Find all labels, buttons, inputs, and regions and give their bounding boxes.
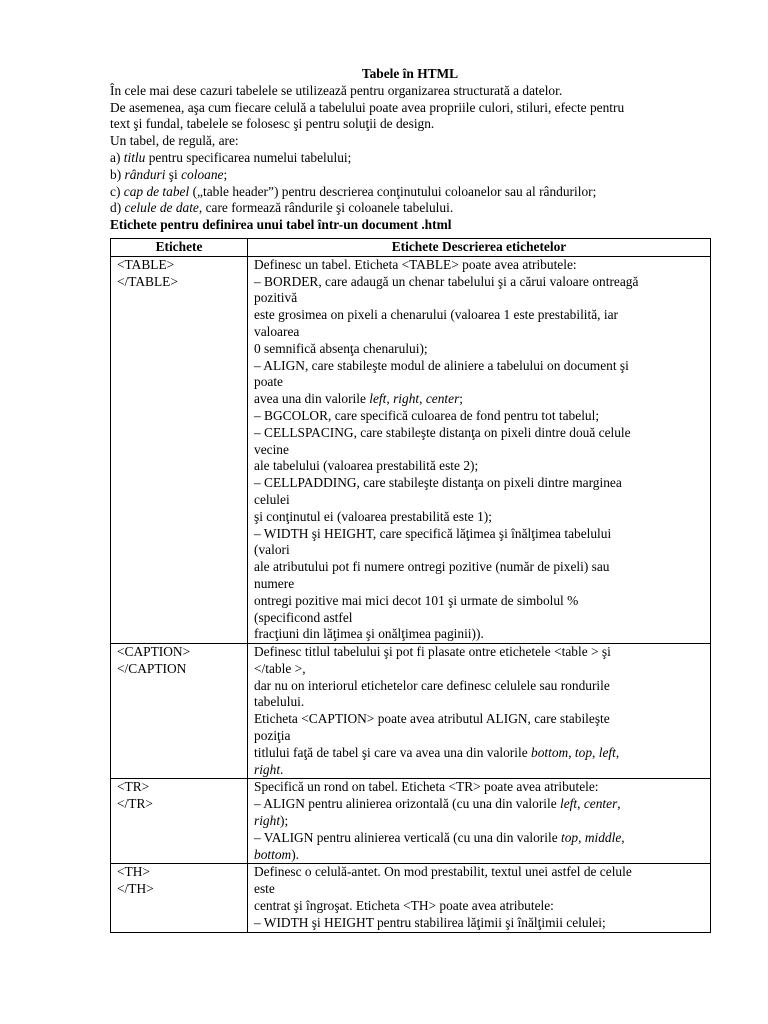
description-line: ale tabelului (valoarea prestabilită este 2); bbox=[254, 458, 479, 474]
document-page bbox=[110, 66, 710, 933]
description-line: ontregi pozitive mai mici decot 101 şi urmate de simbolul % bbox=[254, 592, 579, 608]
tag-cell bbox=[111, 864, 248, 932]
description-line: celulei bbox=[254, 491, 290, 507]
description-line: – ALIGN, care stabileşte modul de aliniere a tabelului on document şi bbox=[254, 357, 629, 373]
intro-block bbox=[110, 83, 710, 150]
description-cell bbox=[248, 644, 711, 779]
intro-line: De asemenea, aşa cum fiecare celulă a tabelului poate avea propriile culori, stiluri, efecte pentru bbox=[110, 99, 625, 115]
description-cell bbox=[248, 256, 711, 643]
table-subheading: Etichete pentru definirea unui tabel într-un document .html bbox=[110, 217, 452, 233]
description-line: (valori bbox=[254, 542, 290, 558]
description-line: poziţia bbox=[254, 728, 291, 744]
description-line: fracţiuni din lăţimea şi onălţimea paginii)). bbox=[254, 626, 484, 642]
description-line: right); bbox=[254, 813, 289, 829]
description-line: este grosimea on pixeli a chenarului (valoarea 1 este prestabilită, iar bbox=[254, 307, 618, 323]
description-line: numere bbox=[254, 575, 295, 591]
description-line: – CELLPADDING, care stabileşte distanţa on pixeli dintre marginea bbox=[254, 475, 622, 491]
description-line: valoarea bbox=[254, 323, 300, 339]
description-cell bbox=[248, 779, 711, 864]
table-body bbox=[111, 256, 711, 932]
tag-cell bbox=[111, 644, 248, 779]
tag-name: </TR> bbox=[117, 796, 153, 812]
document-title: Tabele în HTML bbox=[361, 66, 459, 81]
tag-name: </TH> bbox=[117, 881, 154, 897]
tag-name: <TR> bbox=[117, 779, 150, 795]
list-item-b: b) rânduri şi coloane; bbox=[110, 166, 228, 182]
description-line: avea una din valorile left, right, center; bbox=[254, 391, 464, 407]
tag-name: <CAPTION> bbox=[117, 644, 191, 660]
description-line: ale atributului pot fi numere ontregi pozitive (număr de pixeli) sau bbox=[254, 559, 610, 575]
description-line: Eticheta <CAPTION> poate avea atributul ALIGN, care stabileşte bbox=[254, 711, 610, 727]
description-line: centrat şi îngroşat. Eticheta <TH> poate avea atributele: bbox=[254, 898, 554, 914]
description-line: Definesc un tabel. Eticheta <TABLE> poate avea atributele: bbox=[254, 256, 577, 272]
description-line: </table >, bbox=[254, 660, 306, 676]
description-line: bottom). bbox=[254, 846, 300, 862]
description-line: – ALIGN pentru alinierea orizontală (cu una din valorile left, center, bbox=[254, 796, 621, 812]
intro-line: În cele mai dese cazuri tabelele se utilizează pentru organizarea structurată a datelor. bbox=[110, 82, 563, 98]
description-line: – VALIGN pentru alinierea verticală (cu una din valorile top, middle, bbox=[254, 829, 625, 845]
description-line: este bbox=[254, 881, 275, 897]
description-line: – BORDER, care adaugă un chenar tabelului şi a cărui valoare ontreagă bbox=[254, 273, 639, 289]
tag-cell bbox=[111, 779, 248, 864]
description-line: vecine bbox=[254, 441, 289, 457]
table-row bbox=[111, 256, 711, 643]
intro-line: Un tabel, de regulă, are: bbox=[110, 133, 239, 149]
tags-table bbox=[110, 238, 711, 933]
list-item-c: c) cap de tabel („table header”) pentru descrierea conţinutului coloanelor sau al rândurilor; bbox=[110, 183, 597, 199]
description-line: 0 semnifică absenţa chenarului); bbox=[254, 340, 428, 356]
description-line: – BGCOLOR, care specifică culoarea de fond pentru tot tabelul; bbox=[254, 407, 600, 423]
header-description: Etichete Descrierea etichetelor bbox=[248, 238, 711, 256]
tag-name: <TH> bbox=[117, 864, 150, 880]
tag-cell bbox=[111, 256, 248, 643]
description-line: pozitivă bbox=[254, 290, 298, 306]
description-line: dar nu on interiorul etichetelor care definesc celulele sau rondurile bbox=[254, 677, 610, 693]
description-line: Definesc titlul tabelului şi pot fi plasate ontre etichetele <table > şi bbox=[254, 644, 611, 660]
description-line: right. bbox=[254, 761, 284, 777]
table-header-row bbox=[111, 238, 711, 256]
description-line: şi conţinutul ei (valoarea prestabilită este 1); bbox=[254, 508, 492, 524]
list-item-d: d) celule de date, care formează rândurile şi coloanele tabelului. bbox=[110, 200, 454, 216]
description-line: poate bbox=[254, 374, 283, 390]
description-line: Specifică un rond on tabel. Eticheta <TR> poate avea atributele: bbox=[254, 779, 599, 795]
description-line: – CELLSPACING, care stabileşte distanţa on pixeli dintre două celule bbox=[254, 424, 631, 440]
tag-name: </TABLE> bbox=[117, 273, 178, 289]
description-line: – WIDTH şi HEIGHT pentru stabilirea lăţimii şi înălţimii celulei; bbox=[254, 914, 606, 930]
table-row bbox=[111, 644, 711, 779]
description-line: titlului faţă de tabel şi care va avea una din valorile bottom, top, left, bbox=[254, 744, 620, 760]
element-list bbox=[110, 150, 710, 217]
intro-line: text şi fundal, tabelele se folosesc şi pentru soluţii de design. bbox=[110, 116, 435, 132]
header-tags: Etichete bbox=[111, 238, 248, 256]
description-line: (specificond astfel bbox=[254, 609, 353, 625]
tag-name: </CAPTION bbox=[117, 660, 187, 676]
table-row bbox=[111, 779, 711, 864]
table-row bbox=[111, 864, 711, 932]
description-cell bbox=[248, 864, 711, 932]
list-item-a: a) titlu pentru specificarea numelui tabelului; bbox=[110, 149, 352, 165]
description-line: tabelului. bbox=[254, 694, 305, 710]
tag-name: <TABLE> bbox=[117, 256, 175, 272]
description-line: Definesc o celulă-antet. On mod prestabilit, textul unei astfel de celule bbox=[254, 864, 632, 880]
description-line: – WIDTH şi HEIGHT, care specifică lăţimea şi înălţimea tabelului bbox=[254, 525, 612, 541]
